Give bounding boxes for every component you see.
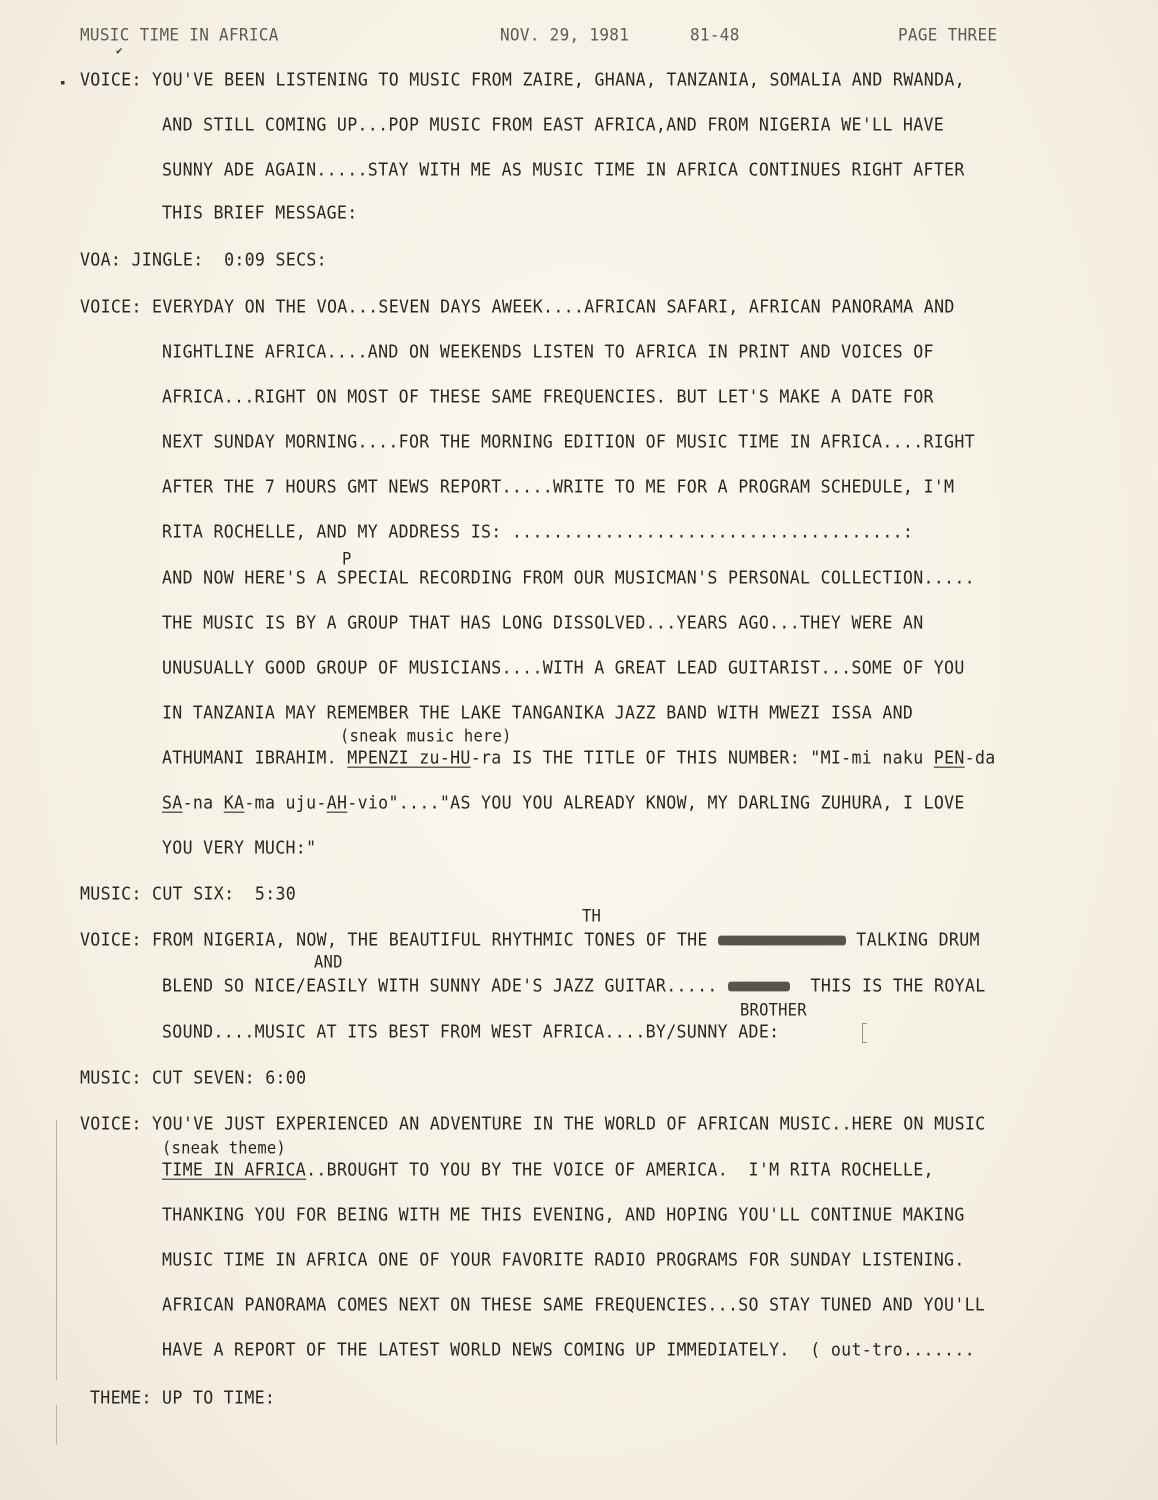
script-line: VOICE: YOU'VE JUST EXPERIENCED AN ADVENTURE IN THE WORLD OF AFRICAN MUSIC..HERE ON MUSIC bbox=[80, 1113, 986, 1134]
handwritten-insertion: BROTHER bbox=[740, 1000, 807, 1020]
script-line: YOU VERY MUCH:" bbox=[162, 837, 317, 858]
cue-music: MUSIC: CUT SEVEN: 6:00 bbox=[80, 1067, 307, 1088]
program-title: MUSIC TIME IN AFRICA bbox=[80, 24, 279, 45]
script-line bbox=[162, 792, 965, 814]
script-line: THIS BRIEF MESSAGE: bbox=[162, 202, 358, 223]
script-line: AND NOW HERE'S A SPECIAL RECORDING FROM OUR MUSICMAN'S PERSONAL COLLECTION..... bbox=[162, 567, 975, 588]
line-segment: ..BROUGHT TO YOU BY THE VOICE OF AMERICA. I'M RITA ROCHELLE, bbox=[306, 1159, 934, 1180]
handwritten-insertion: P bbox=[342, 549, 352, 569]
redaction-blot bbox=[728, 982, 790, 992]
margin-line bbox=[56, 1120, 57, 1380]
script-line: RITA ROCHELLE, AND MY ADDRESS IS: ......................................: bbox=[162, 521, 914, 542]
line-segment: -na bbox=[182, 792, 224, 813]
script-line: AFRICA...RIGHT ON MOST OF THESE SAME FREQUENCIES. BUT LET'S MAKE A DATE FOR bbox=[162, 386, 934, 407]
script-line: IN TANZANIA MAY REMEMBER THE LAKE TANGANIKA JAZZ BAND WITH MWEZI ISSA AND bbox=[162, 702, 914, 723]
script-line: SOUND....MUSIC AT ITS BEST FROM WEST AFRICA....BY/SUNNY ADE: bbox=[162, 1021, 780, 1042]
script-line: AFRICAN PANORAMA COMES NEXT ON THESE SAME FREQUENCIES...SO STAY TUNED AND YOU'LL bbox=[162, 1294, 986, 1315]
redaction-blot bbox=[718, 936, 846, 946]
script-line: THE MUSIC IS BY A GROUP THAT HAS LONG DISSOLVED...YEARS AGO...THEY WERE AN bbox=[162, 612, 924, 633]
broadcast-date: NOV. 29, 1981 bbox=[500, 24, 630, 45]
line-segment: ATHUMANI IBRAHIM. bbox=[162, 747, 348, 768]
margin-bullet-icon: ▪ bbox=[60, 78, 66, 88]
script-line bbox=[80, 929, 980, 951]
margin-bracket bbox=[862, 1023, 867, 1043]
line-segment: -da bbox=[964, 747, 996, 768]
script-line bbox=[162, 747, 996, 769]
underlined-segment: PEN bbox=[933, 747, 965, 768]
line-segment: -ra IS THE TITLE OF THIS NUMBER: "MI-mi naku bbox=[470, 747, 934, 768]
underlined-segment: MPENZI zu-HU bbox=[347, 747, 471, 768]
script-line: VOICE: YOU'VE BEEN LISTENING TO MUSIC FROM ZAIRE, GHANA, TANZANIA, SOMALIA AND RWANDA, bbox=[80, 69, 965, 90]
page-label: PAGE THREE bbox=[898, 24, 998, 45]
underlined-segment: KA bbox=[223, 792, 245, 813]
script-line: NEXT SUNDAY MORNING....FOR THE MORNING EDITION OF MUSIC TIME IN AFRICA....RIGHT bbox=[162, 431, 975, 452]
script-line: AND STILL COMING UP...POP MUSIC FROM EAST AFRICA,AND FROM NIGERIA WE'LL HAVE bbox=[162, 114, 945, 135]
script-line: AFTER THE 7 HOURS GMT NEWS REPORT.....WRITE TO ME FOR A PROGRAM SCHEDULE, I'M bbox=[162, 476, 955, 497]
line-segment: TALKING DRUM bbox=[846, 929, 980, 950]
underlined-segment: TIME IN AFRICA bbox=[162, 1159, 307, 1180]
line-segment: BLEND SO NICE/EASILY WITH SUNNY ADE'S JAZZ GUITAR..... bbox=[162, 975, 728, 996]
handwritten-insertion: AND bbox=[314, 952, 343, 972]
production-note: (sneak theme) bbox=[162, 1138, 286, 1158]
underlined-segment: SA bbox=[162, 792, 183, 813]
script-line: NIGHTLINE AFRICA....AND ON WEEKENDS LISTEN TO AFRICA IN PRINT AND VOICES OF bbox=[162, 341, 934, 362]
line-segment: -vio"...."AS YOU YOU ALREADY KNOW, MY DARLING ZUHURA, I LOVE bbox=[347, 792, 965, 813]
handwritten-insertion: TH bbox=[582, 906, 602, 926]
cue-jingle: VOA: JINGLE: 0:09 SECS: bbox=[80, 249, 327, 270]
script-line: UNUSUALLY GOOD GROUP OF MUSICIANS....WITH A GREAT LEAD GUITARIST...SOME OF YOU bbox=[162, 657, 965, 678]
margin-line bbox=[56, 1405, 57, 1445]
check-mark-icon: ✔ bbox=[116, 44, 123, 57]
script-line bbox=[162, 1159, 934, 1181]
production-note: (sneak music here) bbox=[340, 726, 512, 746]
line-segment: THIS IS THE ROYAL bbox=[789, 975, 986, 996]
script-line: THANKING YOU FOR BEING WITH ME THIS EVENING, AND HOPING YOU'LL CONTINUE MAKING bbox=[162, 1204, 965, 1225]
cue-music: MUSIC: CUT SIX: 5:30 bbox=[80, 883, 297, 904]
line-segment: VOICE: FROM NIGERIA, NOW, THE BEAUTIFUL RHYTHMIC TONES OF THE bbox=[80, 929, 718, 950]
line-segment: -ma uju- bbox=[244, 792, 327, 813]
script-line: SUNNY ADE AGAIN.....STAY WITH ME AS MUSIC TIME IN AFRICA CONTINUES RIGHT AFTER bbox=[162, 159, 965, 180]
script-line: VOICE: EVERYDAY ON THE VOA...SEVEN DAYS AWEEK....AFRICAN SAFARI, AFRICAN PANORAMA AND bbox=[80, 296, 955, 317]
script-line: MUSIC TIME IN AFRICA ONE OF YOUR FAVORITE RADIO PROGRAMS FOR SUNDAY LISTENING. bbox=[162, 1249, 965, 1270]
script-line bbox=[162, 975, 985, 997]
program-number: 81-48 bbox=[690, 24, 740, 45]
script-line: HAVE A REPORT OF THE LATEST WORLD NEWS COMING UP IMMEDIATELY. ( out-tro....... bbox=[162, 1339, 975, 1360]
cue-theme: THEME: UP TO TIME: bbox=[90, 1387, 276, 1408]
underlined-segment: AH bbox=[326, 792, 348, 813]
